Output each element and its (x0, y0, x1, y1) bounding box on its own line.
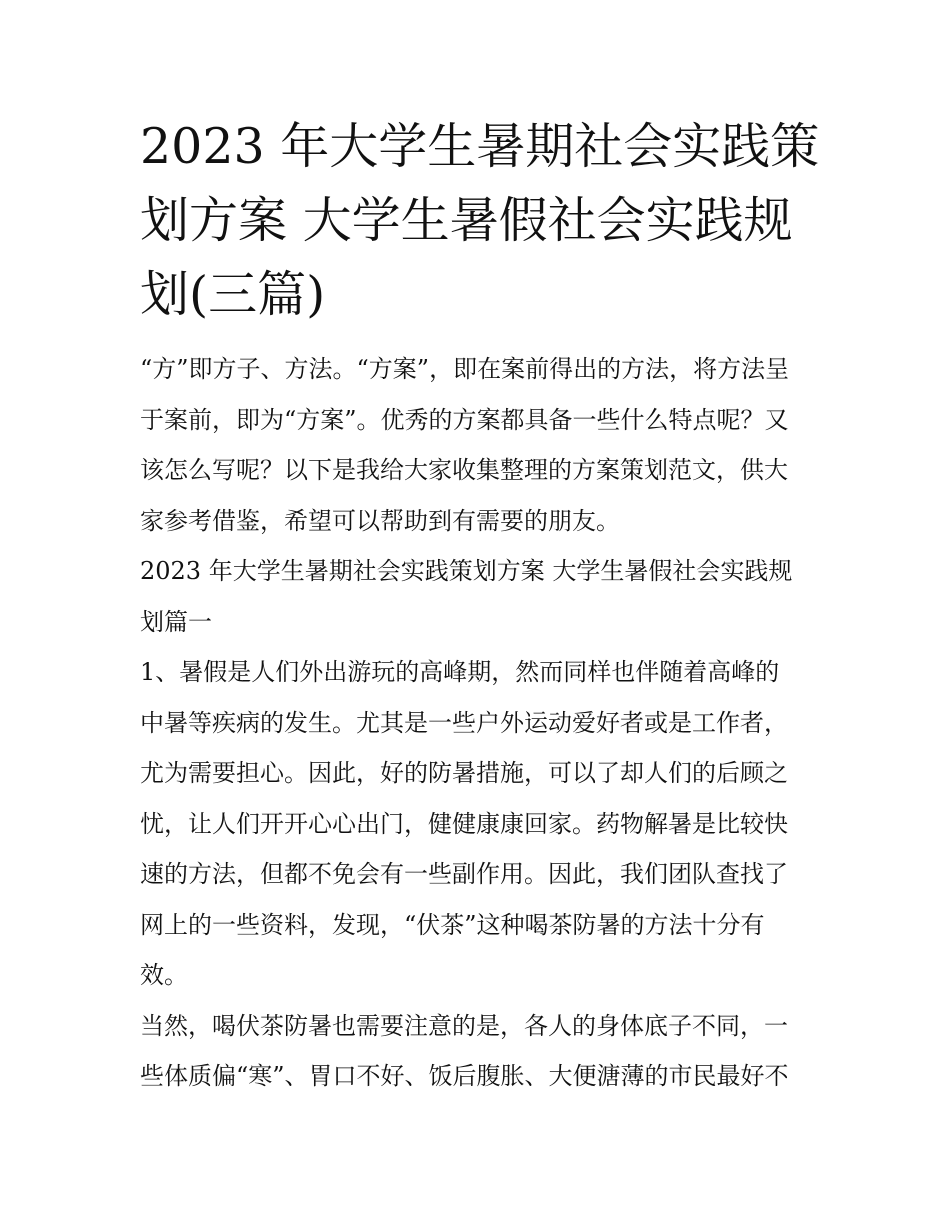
paragraph-line: 网上的一些资料，发现，“伏茶”这种喝茶防暑的方法十分有 (140, 910, 765, 939)
paragraph-line: “方”即方子、方法。“方案”，即在案前得出的方法，将方法呈 (140, 355, 790, 383)
paragraph-line: 忧，让人们开开心心出门，健健康康回家。药物解暑是比较快 (140, 809, 788, 838)
paragraph-line: 该怎么写呢？以下是我给大家收集整理的方案策划范文，供大 (140, 456, 788, 484)
paragraph-line: 于案前，即为“方案”。优秀的方案都具备一些什么特点呢？又 (140, 405, 789, 434)
document-page (140, 110, 820, 1102)
title-line-3: 划(三篇) (140, 266, 326, 323)
intro-paragraph (140, 344, 820, 546)
heading-line: 划篇一 (140, 607, 212, 636)
document-title (140, 110, 820, 332)
paragraph-line: 家参考借鉴，希望可以帮助到有需要的朋友。 (140, 506, 620, 535)
section-heading (140, 546, 820, 647)
paragraph-line: 速的方法，但都不免会有一些副作用。因此，我们团队查找了 (140, 860, 788, 888)
paragraph-line: 效。 (140, 961, 188, 989)
paragraph-line: 些体质偏“寒”、胃口不好、饭后腹胀、大便溏薄的市民最好不 (140, 1062, 789, 1090)
title-line-1: 2023 年大学生暑期社会实践策 (140, 118, 820, 175)
body-paragraph-1 (140, 647, 820, 1001)
paragraph-line: 中暑等疾病的发生。尤其是一些户外运动爱好者或是工作者， (140, 708, 788, 737)
heading-line: 2023 年大学生暑期社会实践策划方案 大学生暑假社会实践规 (140, 557, 793, 585)
paragraph-line: 1、暑假是人们外出游玩的高峰期，然而同样也伴随着高峰的 (140, 658, 780, 686)
paragraph-line: 当然，喝伏茶防暑也需要注意的是，各人的身体底子不同，一 (140, 1011, 788, 1040)
paragraph-line: 尤为需要担心。因此，好的防暑措施，可以了却人们的后顾之 (140, 759, 788, 787)
title-line-2: 划方案 大学生暑假社会实践规 (140, 192, 793, 249)
body-paragraph-2 (140, 1001, 820, 1102)
